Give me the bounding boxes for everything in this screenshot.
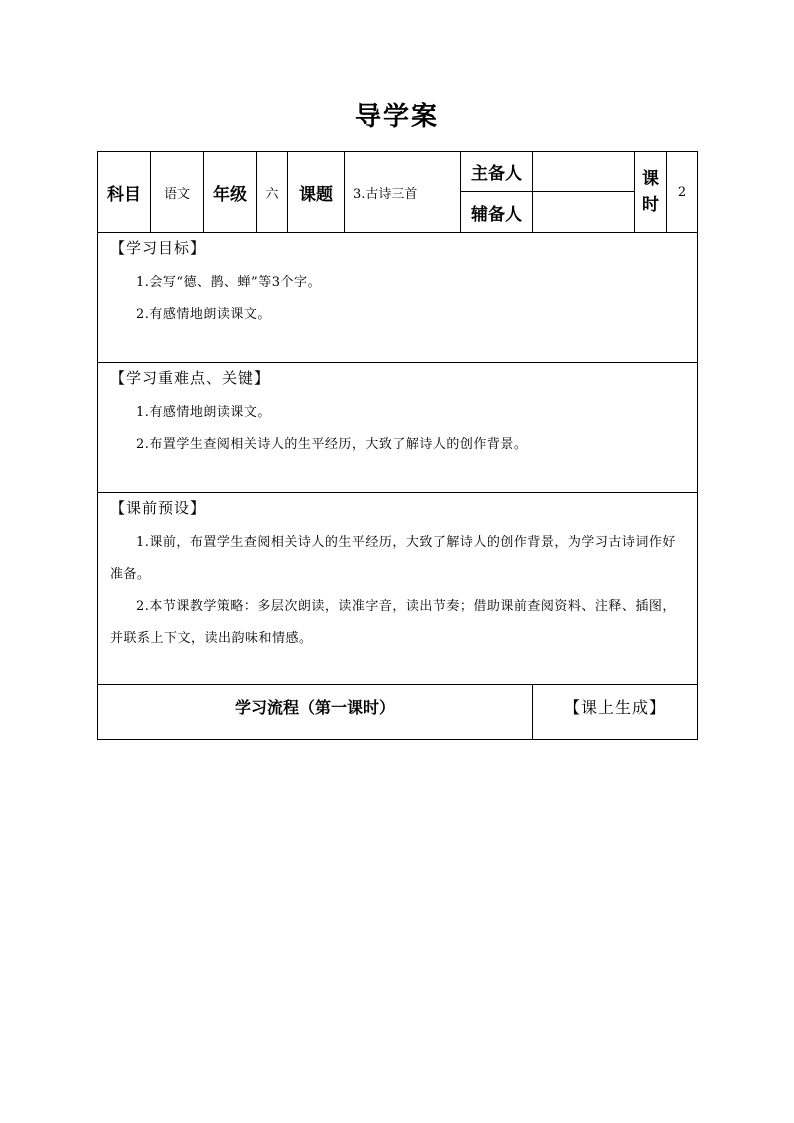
in-class-generation-heading: 【课上生成】 bbox=[533, 685, 698, 740]
main-preparer-value bbox=[533, 152, 635, 192]
key-points-item: 1.有感情地朗读课文。 bbox=[136, 405, 271, 420]
topic-label: 课题 bbox=[288, 152, 345, 233]
document-title: 导学案 bbox=[354, 102, 439, 132]
lesson-plan-table bbox=[97, 151, 698, 740]
assistant-preparer-label: 辅备人 bbox=[461, 192, 533, 233]
periods-label: 课时 bbox=[642, 169, 659, 215]
periods-value: 2 bbox=[667, 152, 698, 233]
objectives-item: 2.有感情地朗读课文。 bbox=[136, 307, 271, 322]
main-preparer-label: 主备人 bbox=[461, 152, 533, 192]
learning-process-heading: 学习流程（第一课时） bbox=[98, 685, 533, 740]
objectives-item: 1.会写“德、鹊、蝉”等3个字。 bbox=[136, 275, 321, 290]
subject-value: 语文 bbox=[151, 152, 204, 233]
topic-value: 3.古诗三首 bbox=[345, 152, 461, 233]
objectives-section bbox=[98, 233, 698, 363]
grade-label: 年级 bbox=[204, 152, 257, 233]
preparation-item: 2.本节课教学策略：多层次朗读，读准字音，读出节奏；借助课前查阅资料、注释、插图，并联系上下文，读出韵味和情感。 bbox=[110, 599, 676, 646]
assistant-preparer-value bbox=[533, 192, 635, 233]
preparation-title: 【课前预设】 bbox=[110, 499, 207, 517]
preparation-section bbox=[98, 493, 698, 685]
key-points-item: 2.布置学生查阅相关诗人的生平经历，大致了解诗人的创作背景。 bbox=[136, 437, 528, 452]
subject-label: 科目 bbox=[98, 152, 151, 233]
key-points-section bbox=[98, 363, 698, 493]
preparation-item: 1.课前，布置学生查阅相关诗人的生平经历，大致了解诗人的创作背景，为学习古诗词作好准备。 bbox=[110, 535, 676, 582]
key-points-title: 【学习重难点、关键】 bbox=[110, 369, 271, 387]
grade-value: 六 bbox=[257, 152, 288, 233]
periods-label-cell bbox=[635, 152, 667, 233]
objectives-title: 【学习目标】 bbox=[110, 239, 207, 257]
